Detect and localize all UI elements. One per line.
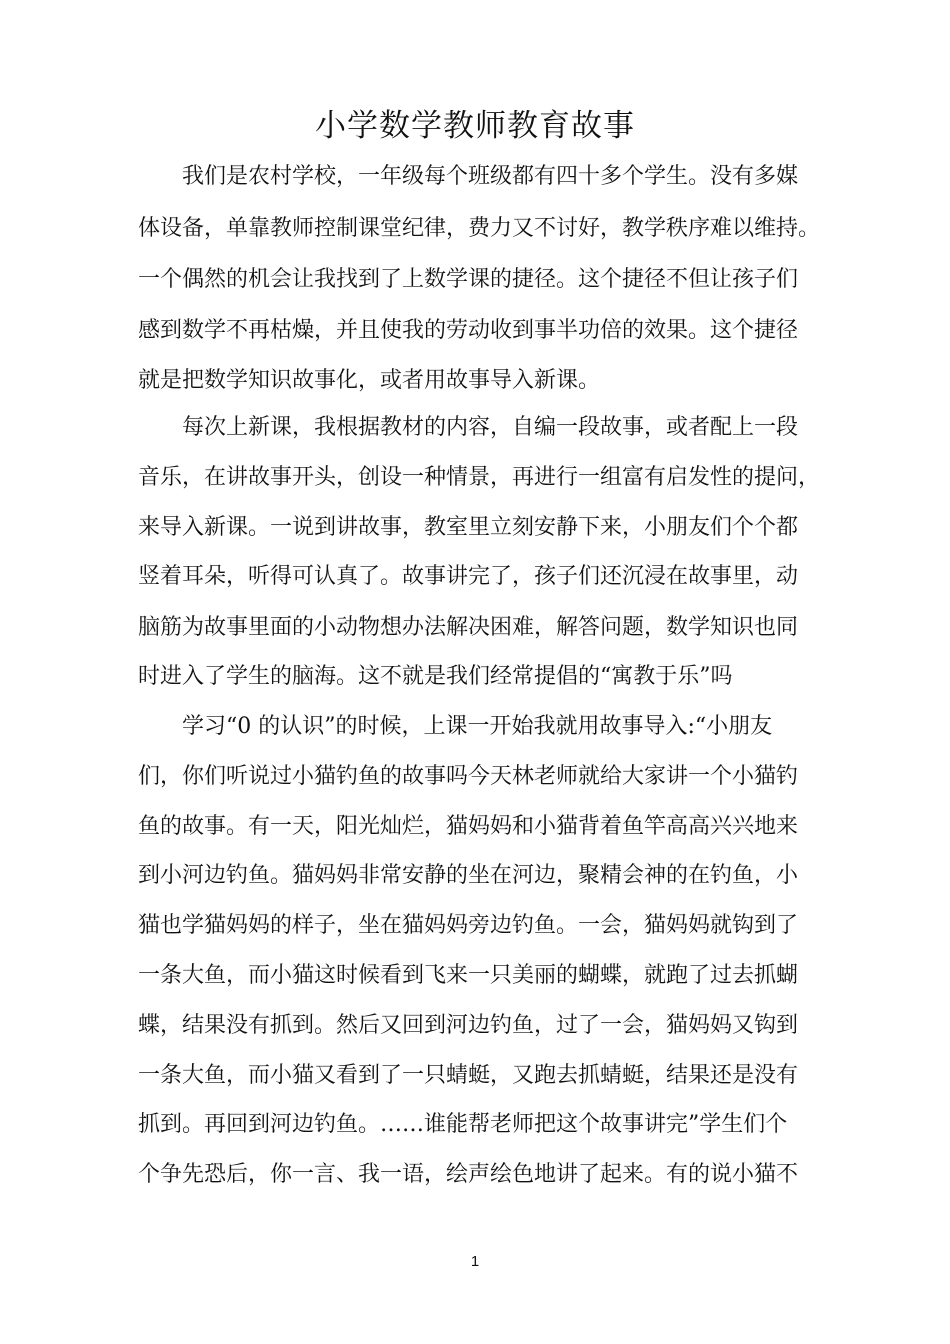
text-line: 鱼的故事。有一天，阳光灿烂，猫妈妈和小猫背着鱼竿高高兴兴地来: [138, 814, 799, 839]
text-line: 一条大鱼，而小猫又看到了一只蜻蜓，又跑去抓蜻蜓，结果还是没有: [138, 1063, 799, 1088]
text-line: 个争先恐后，你一言、我一语，绘声绘色地讲了起来。有的说小猫不: [138, 1162, 799, 1187]
text-line: 一个偶然的机会让我找到了上数学课的捷径。这个捷径不但让孩子们: [138, 267, 799, 292]
text-line: 音乐，在讲故事开头，创设一种情景，再进行一组富有启发性的提问，: [138, 465, 821, 490]
text-line: 学习“0 的认识”的时候，上课一开始我就用故事导入:“小朋友: [138, 714, 773, 739]
text-line: 我们是农村学校，一年级每个班级都有四十多个学生。没有多媒: [138, 164, 799, 189]
text-line: 一条大鱼，而小猫这时候看到飞来一只美丽的蝴蝶，就跑了过去抓蝴: [138, 963, 799, 988]
text-line: 时进入了学生的脑海。这不就是我们经常提倡的“寓教于乐”吗: [138, 664, 733, 689]
document-title: 小学数学教师教育故事: [315, 108, 635, 144]
text-line: 来导入新课。一说到讲故事，教室里立刻安静下来，小朋友们个个都: [138, 515, 799, 540]
text-line: 蝶，结果没有抓到。然后又回到河边钓鱼，过了一会，猫妈妈又钩到: [138, 1013, 799, 1038]
text-line: 们，你们听说过小猫钓鱼的故事吗今天林老师就给大家讲一个小猫钓: [138, 764, 799, 789]
text-line: 抓到。再回到河边钓鱼。……谁能帮老师把这个故事讲完”学生们个: [138, 1112, 788, 1137]
text-line: 每次上新课，我根据教材的内容，自编一段故事，或者配上一段: [138, 415, 799, 440]
text-line: 猫也学猫妈妈的样子，坐在猫妈妈旁边钓鱼。一会，猫妈妈就钩到了: [138, 913, 799, 938]
page-number: 1: [470, 1253, 480, 1270]
text-line: 就是把数学知识故事化，或者用故事导入新课。: [138, 368, 601, 393]
text-line: 到小河边钓鱼。猫妈妈非常安静的坐在河边，聚精会神的在钓鱼，小: [138, 863, 799, 888]
text-line: 感到数学不再枯燥，并且使我的劳动收到事半功倍的效果。这个捷径: [138, 318, 799, 343]
text-line: 脑筋为故事里面的小动物想办法解决困难，解答问题，数学知识也同: [138, 615, 799, 640]
text-line: 体设备，单靠教师控制课堂纪律，费力又不讨好，教学秩序难以维持。: [138, 216, 821, 241]
text-line: 竖着耳朵，听得可认真了。故事讲完了，孩子们还沉浸在故事里，动: [138, 564, 799, 589]
